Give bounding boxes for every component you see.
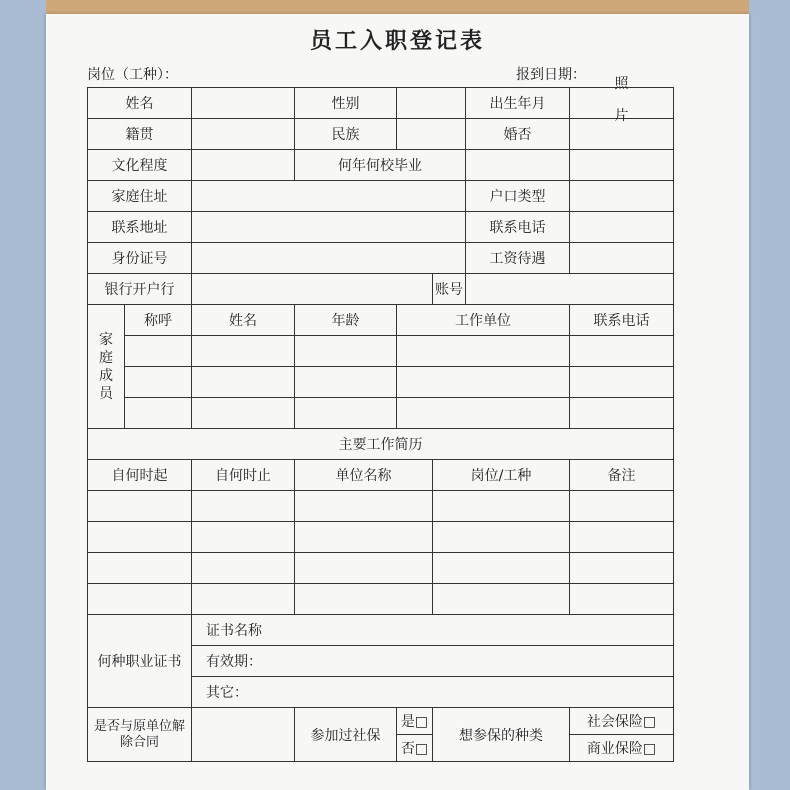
name-field[interactable] [192, 88, 295, 119]
family-header-name: 姓名 [192, 305, 295, 336]
family-row [88, 367, 674, 398]
social-security-joined-label: 参加过社保 [295, 708, 397, 762]
family-row [88, 336, 674, 367]
marital-label: 婚否 [466, 119, 570, 150]
social-security-yes-checkbox[interactable]: 是□ [397, 708, 433, 735]
position-label: 岗位（工种）： [87, 67, 178, 83]
certificate-label: 何种职业证书 [88, 615, 192, 708]
contact-address-label: 联系地址 [88, 212, 192, 243]
report-date-label: 报到日期： [516, 67, 586, 83]
contact-phone-label: 联系电话 [466, 212, 570, 243]
contact-address-field[interactable] [192, 212, 466, 243]
hukou-type-label: 户口类型 [466, 181, 570, 212]
wish-insurance-label: 想参保的种类 [433, 708, 570, 762]
ethnicity-field[interactable] [397, 119, 466, 150]
family-header-workplace: 工作单位 [397, 305, 570, 336]
certificate-validity-field[interactable]: 有效期： [192, 646, 674, 677]
gender-field[interactable] [397, 88, 466, 119]
family-header-phone: 联系电话 [570, 305, 674, 336]
home-address-field[interactable] [192, 181, 466, 212]
name-label: 姓名 [88, 88, 192, 119]
photo-box [570, 76, 674, 181]
native-place-field[interactable] [192, 119, 295, 150]
bank-label: 银行开户行 [88, 274, 192, 305]
bank-field[interactable] [192, 274, 433, 305]
social-security-no-checkbox[interactable]: 否□ [397, 735, 433, 762]
work-history-title: 主要工作简历 [88, 429, 674, 460]
work-row [88, 491, 674, 522]
id-number-label: 身份证号 [88, 243, 192, 274]
work-row [88, 553, 674, 584]
work-header-position: 岗位/工种 [433, 460, 570, 491]
photo-char-1: 照 [614, 76, 629, 92]
gender-label: 性别 [295, 88, 397, 119]
work-header-company: 单位名称 [295, 460, 433, 491]
work-header-to: 自何时止 [192, 460, 295, 491]
account-field[interactable] [466, 274, 674, 305]
registration-table [87, 76, 674, 762]
certificate-name-field[interactable]: 证书名称 [192, 615, 674, 646]
home-address-label: 家庭住址 [88, 181, 192, 212]
contract-terminated-field[interactable] [192, 708, 295, 762]
birth-label: 出生年月 [466, 88, 570, 119]
commercial-insurance-checkbox[interactable]: 商业保险□ [570, 735, 674, 762]
family-header-age: 年龄 [295, 305, 397, 336]
hukou-type-field[interactable] [570, 181, 674, 212]
photo-char-2: 片 [614, 108, 629, 124]
salary-label: 工资待遇 [466, 243, 570, 274]
notepad-binding [46, 0, 749, 15]
social-insurance-checkbox[interactable]: 社会保险□ [570, 708, 674, 735]
graduation-label: 何年何校毕业 [295, 150, 466, 181]
native-place-label: 籍贯 [88, 119, 192, 150]
certificate-other-field[interactable]: 其它： [192, 677, 674, 708]
family-header-title: 称呼 [125, 305, 192, 336]
id-number-field[interactable] [192, 243, 466, 274]
education-label: 文化程度 [88, 150, 192, 181]
contract-terminated-label: 是否与原单位解除合同 [88, 708, 192, 762]
work-row [88, 584, 674, 615]
ethnicity-label: 民族 [295, 119, 397, 150]
form-sheet [46, 14, 749, 790]
salary-field[interactable] [570, 243, 674, 274]
education-field[interactable] [192, 150, 295, 181]
family-members-label: 家庭成员 [88, 305, 125, 429]
graduation-field[interactable] [466, 150, 570, 181]
form-title: 员工入职登记表 [309, 28, 485, 54]
work-header-from: 自何时起 [88, 460, 192, 491]
family-row [88, 398, 674, 429]
work-row [88, 522, 674, 553]
contact-phone-field[interactable] [570, 212, 674, 243]
work-header-notes: 备注 [570, 460, 674, 491]
account-label: 账号 [433, 274, 466, 305]
